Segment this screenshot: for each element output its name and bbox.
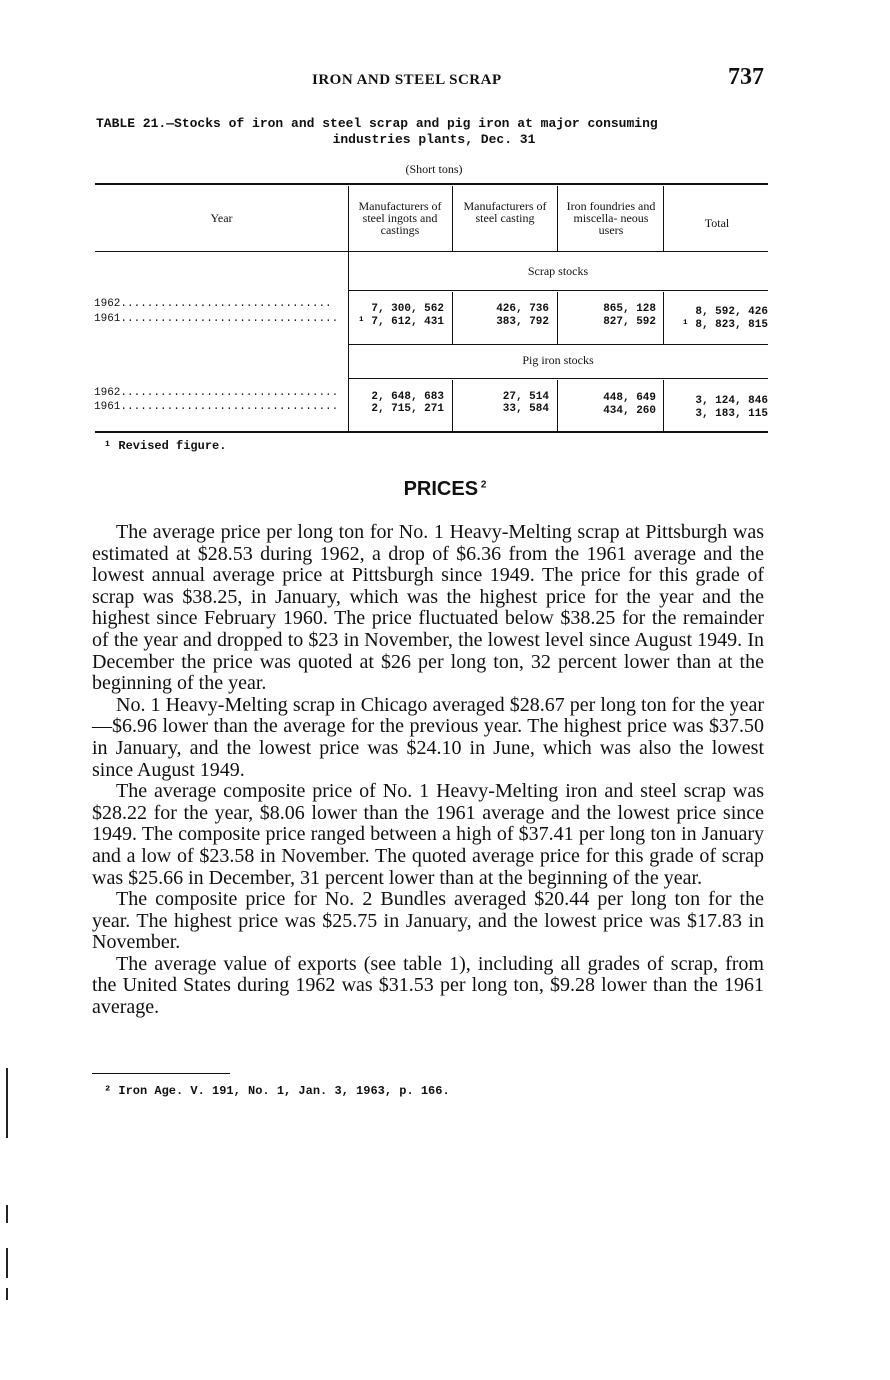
section-title-note: 2 [480,479,487,491]
pig-row-1962-c1: 2, 648, 683 [371,391,444,403]
col-line-1 [348,186,349,431]
page-number: 737 [728,64,764,90]
table-header-bottom-rule [95,251,768,252]
pig-row-1961-c1: 2, 715, 271 [371,403,444,415]
prices-footnote: ² Iron Age. V. 191, No. 1, Jan. 3, 1963, p. 166. [104,1084,450,1098]
footnote-rule [92,1073,230,1074]
section-title-text: PRICES [403,478,479,500]
margin-mark-short-1 [6,1205,8,1223]
scrap-band-rule [348,290,768,291]
col-header-steel-ingots: Manufacturers of steel ingots and castings [358,199,442,237]
pig-band-rule [348,378,768,379]
pig-row-1962-year: 1962................................. [94,387,339,399]
table-unit: (Short tons) [405,162,463,176]
margin-mark-short-3 [6,1288,8,1300]
col-line-2c [452,380,453,431]
paragraph-pittsburgh: The average price per long ton for No. 1 Heavy-Melting scrap at Pittsburgh was estimated at $28.53 during 1962, a drop of $6.36 from the 1961 average and the lowest annual average price at Pittsburgh since 1949. The price for this grade of scrap was $38.25, in January, which was the highest price for the year and the highest since February 1960. The price fluctuated below $38.25 for the remainder of the year and dropped to $23 in November, the lowest level since August 1949. In December the price was quoted at $26 per long ton, 32 percent lower than at the beginning of the year. [92,521,764,695]
col-line-3b [557,292,558,344]
table-bottom-rule [95,431,768,433]
pig-row-1961-c3: 434, 260 [603,405,656,417]
table-top-rule [95,183,768,185]
scrap-row-1962-c1: 7, 300, 562 [371,303,444,315]
col-line-4b [663,292,664,344]
col-line-4 [663,186,664,252]
scrap-row-1962-c3: 865, 128 [603,303,656,315]
col-header-steel-casting: Manufacturers of steel casting [463,199,547,225]
scrap-row-1961-c2: 383, 792 [496,316,549,328]
table-title [96,116,772,148]
paragraph-exports: The average value of exports (see table 1), including all grades of scrap, from the United States during 1962 was $31.53 per long ton, $9.28 lower than the 1961 average. [92,952,764,1019]
col-line-3c [557,380,558,431]
pig-row-1962-c2: 27, 514 [502,391,549,403]
paragraph-bundles: The composite price for No. 2 Bundles averaged $20.44 per long ton for the year. The highest price was $25.75 in January, and the lowest price was $17.83 in November. [92,888,764,954]
running-head: IRON AND STEEL SCRAP [312,72,502,88]
pig-row-1961-total: 3, 183, 115 [695,408,768,420]
margin-mark-long [6,1068,8,1138]
col-line-4c [663,380,664,431]
margin-mark-short-2 [6,1248,8,1278]
table-title-line1: TABLE 21.—Stocks of iron and steel scrap and pig iron at major consuming [96,116,658,131]
table-title-line2: industries plants, Dec. 31 [332,132,536,147]
scrap-row-1961-total: ¹ 8, 823, 815 [682,319,768,331]
paragraph-composite: The average composite price of No. 1 Heavy-Melting iron and steel scrap was $28.22 for the year, $8.06 lower than the 1961 average and the lowest price since 1949. The composite price ranged between a high of $37.41 per long ton in January and a low of $23.58 in November. The quoted average price for this grade of scrap was $25.66 in December, 31 percent lower than at the beginning of the year. [92,780,764,889]
scrap-stocks-band: Scrap stocks [527,264,589,278]
body-text [92,522,764,1019]
pig-band-top-rule [348,344,768,345]
section-title [0,478,890,501]
pig-row-1962-total: 3, 124, 846 [695,395,768,407]
scrap-row-1961-year: 1961................................. [94,313,339,325]
scrap-row-1961-c3: 827, 592 [603,316,656,328]
scrap-row-1962-c2: 426, 736 [496,303,549,315]
col-header-total: Total [704,216,730,230]
table-footnote: ¹ Revised figure. [104,439,227,453]
col-header-year: Year [210,211,233,225]
pig-row-1961-c2: 33, 584 [502,403,549,415]
col-line-3 [557,186,558,252]
pig-iron-stocks-band: Pig iron stocks [522,353,594,367]
col-line-2 [452,186,453,252]
pig-row-1962-c3: 448, 649 [603,392,656,404]
col-header-iron-foundries: Iron foundries and miscella- neous users [566,199,656,237]
col-line-2b [452,292,453,344]
paragraph-chicago: No. 1 Heavy-Melting scrap in Chicago averaged $28.67 per long ton for the year—$6.96 lower than the average for the previous year. The highest price was $37.50 in January, and the lowest price was $24.10 in June, which was also the lowest since August 1949. [92,693,764,781]
scrap-row-1961-c1: ¹ 7, 612, 431 [358,316,444,328]
scrap-row-1962-year: 1962................................ [94,298,332,310]
scrap-row-1962-total: 8, 592, 426 [695,306,768,318]
pig-row-1961-year: 1961................................. [94,401,339,413]
